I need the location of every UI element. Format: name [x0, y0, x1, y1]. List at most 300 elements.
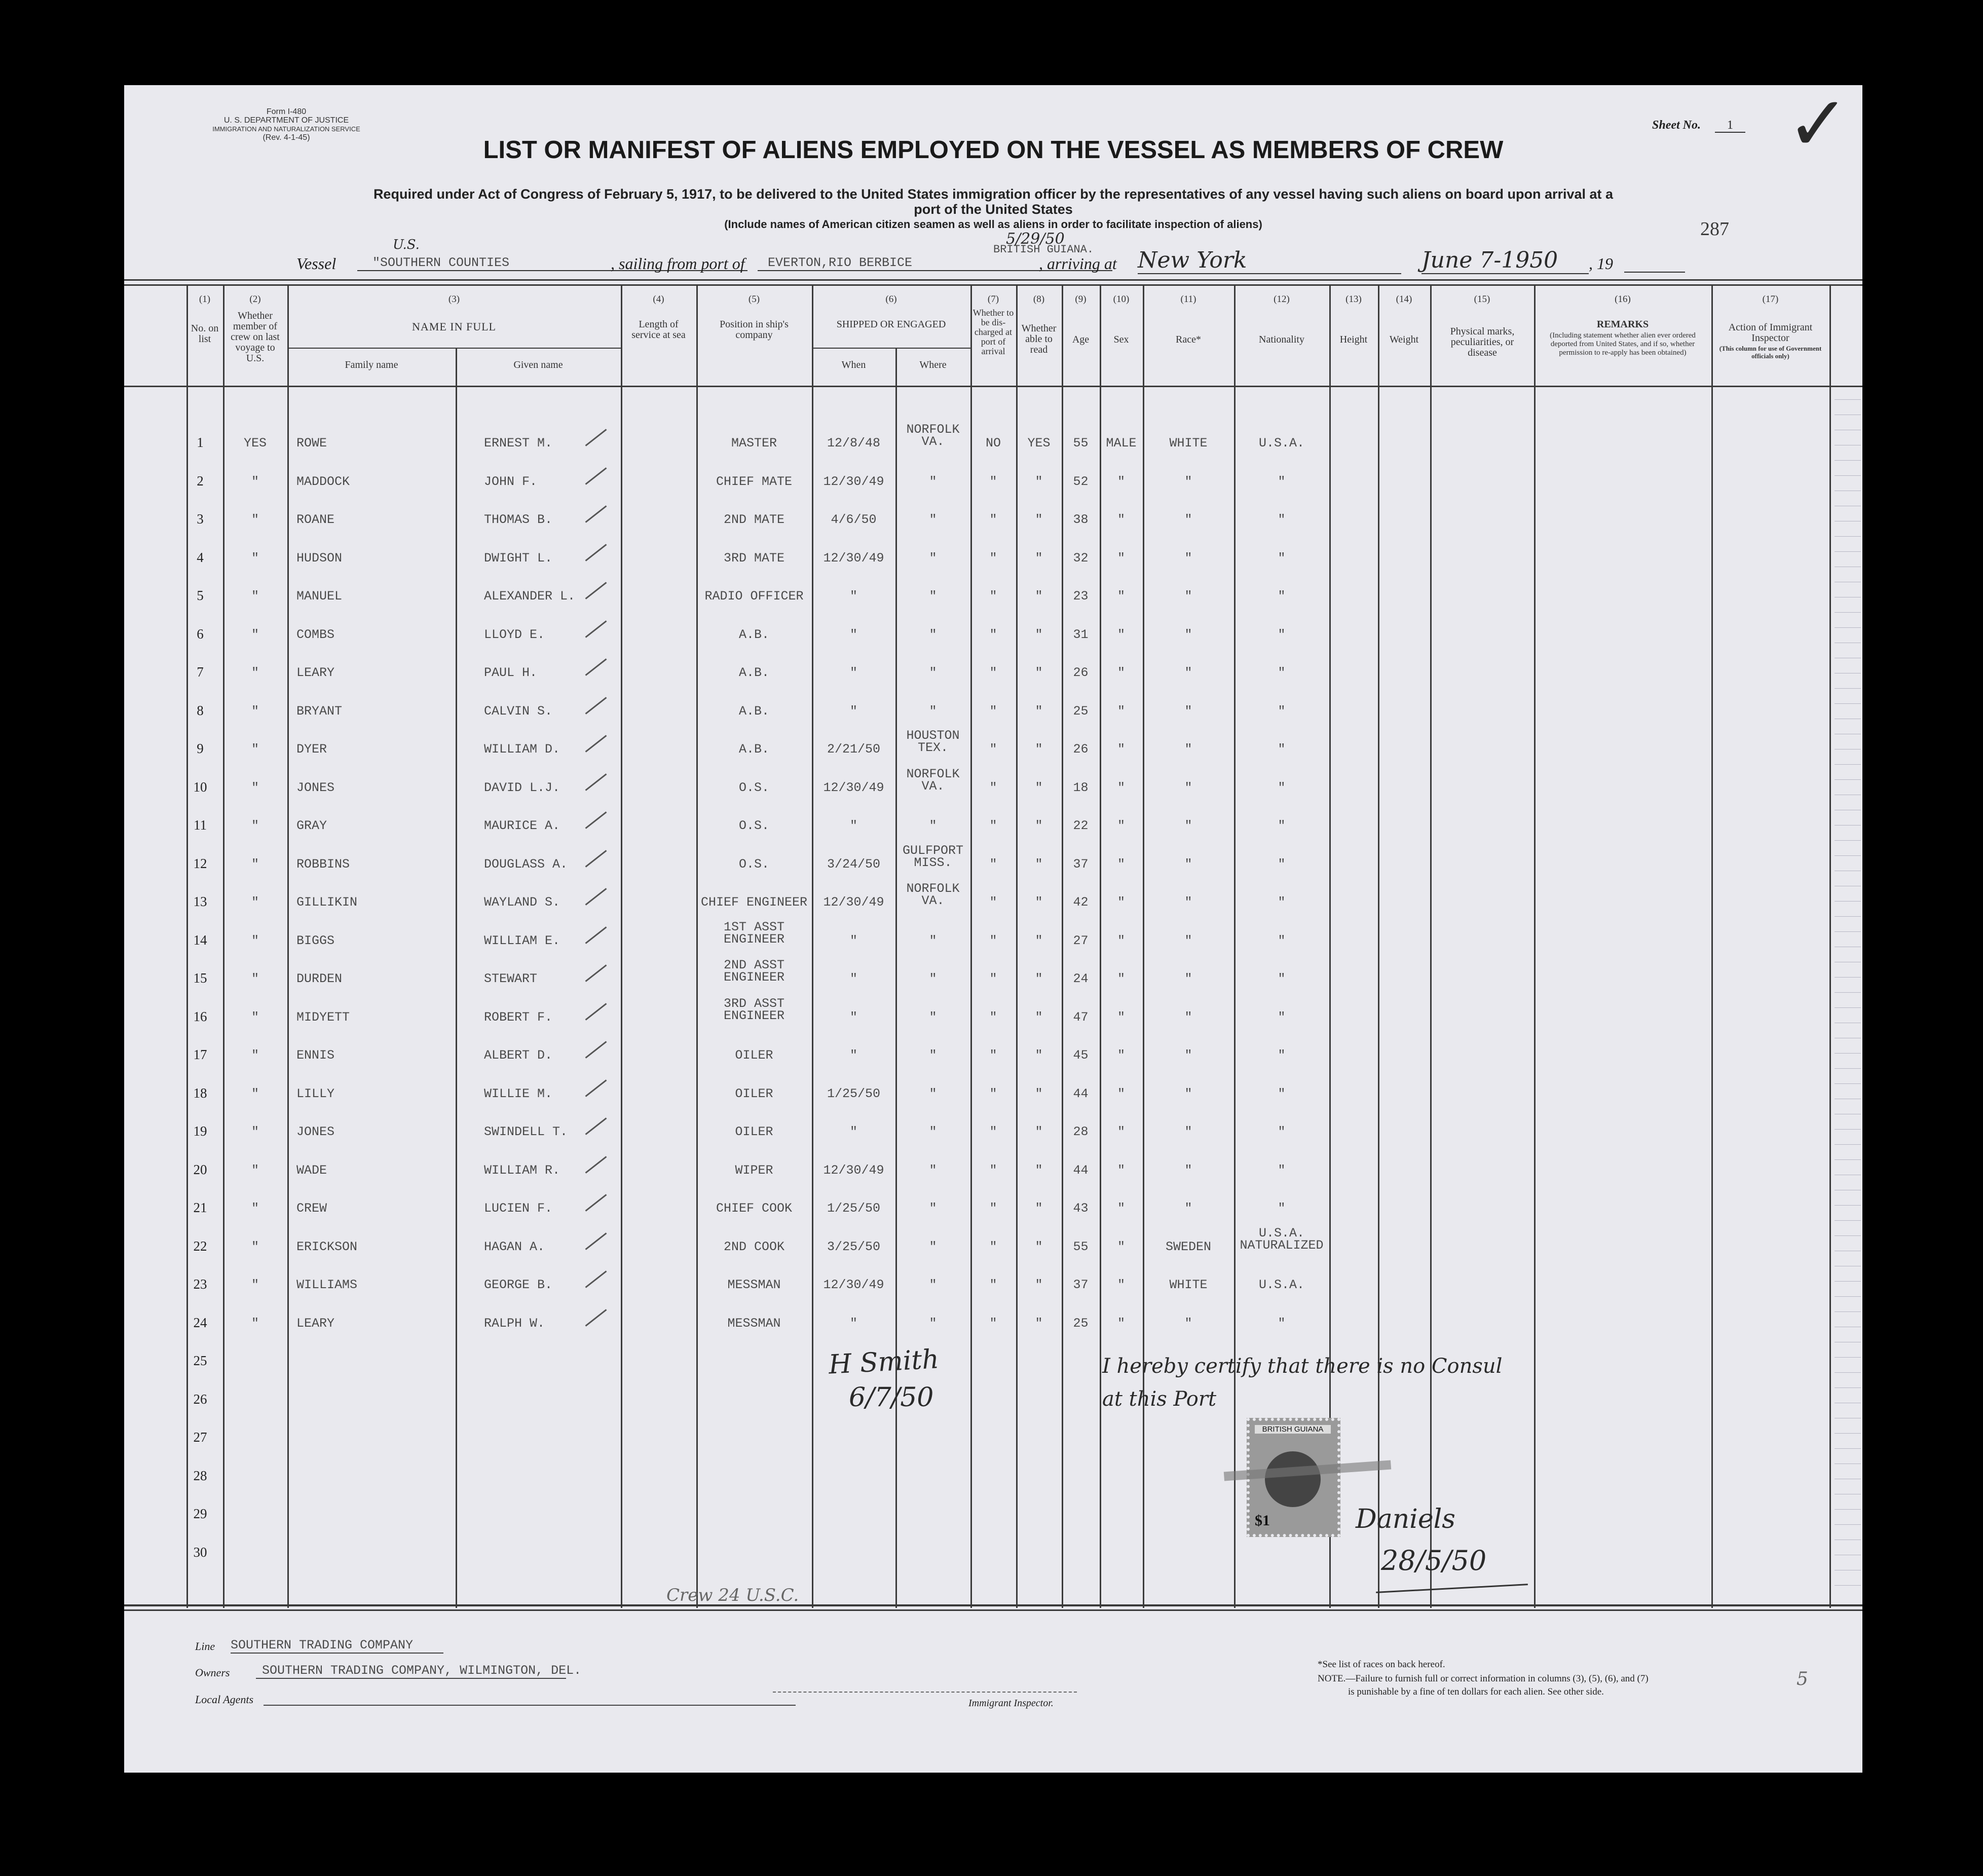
cell-nat: U.S.A. NATURALIZED — [1240, 1225, 1324, 1253]
table-bottom-rule — [124, 1604, 1862, 1606]
cell-given: GEORGE B. — [484, 1278, 553, 1292]
cell-given: LLOYD E. — [484, 627, 545, 642]
cell-sex: " — [1117, 780, 1125, 795]
stamp-number: 287 — [1700, 218, 1729, 240]
cell-sex: " — [1117, 1201, 1125, 1216]
cell-disch: " — [989, 1124, 997, 1139]
cell-where: " — [929, 703, 937, 719]
arriving-date: June 7-1950 — [1421, 247, 1589, 274]
cell-read: " — [1035, 1048, 1043, 1063]
cell-sex: " — [1117, 512, 1125, 527]
row-number: 24 — [193, 1315, 207, 1330]
ruled-line — [1835, 855, 1861, 856]
cell-age: 38 — [1073, 512, 1089, 527]
cell-position: O.S. — [738, 780, 769, 795]
ruled-line — [1835, 992, 1861, 993]
cell-family: ROWE — [296, 436, 327, 451]
row-number: 2 — [197, 473, 204, 489]
col5-label: Position in ship's company — [720, 319, 789, 341]
ruled-line — [1835, 1007, 1861, 1008]
cell-nat: " — [1278, 1201, 1286, 1216]
subtitle-line-2: port of the United States — [914, 202, 1073, 217]
cell-age: 26 — [1073, 665, 1089, 680]
cell-given: MAURICE A. — [484, 818, 560, 833]
cell-nat: " — [1278, 895, 1286, 910]
col3-given: Given name — [513, 359, 563, 370]
cell-when: " — [849, 1316, 857, 1331]
cell-nat: " — [1278, 1086, 1286, 1101]
stamp-portrait — [1265, 1451, 1321, 1507]
col16-note: (Including statement whether alien ever ordered deported from United States, and if so, whether permission to re-apply has been obtained) — [1550, 331, 1696, 357]
cell-sex: " — [1117, 933, 1125, 948]
cell-given: JOHN F. — [484, 474, 538, 489]
sailing-date: 5/29/50 — [1006, 230, 1065, 248]
cell-when: " — [849, 818, 857, 833]
cell-given: WILLIAM R. — [484, 1162, 560, 1178]
col7-label: Whether to be dis-charged at port of arrival — [972, 308, 1014, 356]
col6-num: (6) — [885, 294, 897, 305]
cell-sex: " — [1117, 818, 1125, 833]
year-label: , 19 — [1589, 254, 1613, 273]
cell-crew: " — [251, 703, 259, 719]
cell-nat: " — [1278, 1009, 1286, 1025]
cell-when: 12/30/49 — [823, 1162, 884, 1178]
table-bottom-rule-2 — [124, 1609, 1862, 1611]
row-number: 28 — [193, 1468, 207, 1483]
cell-given: CALVIN S. — [484, 703, 553, 719]
col11-num: (11) — [1180, 294, 1196, 305]
cell-age: 37 — [1073, 1278, 1089, 1292]
ruled-line — [1835, 931, 1861, 932]
sheet-number — [1652, 119, 1745, 132]
col2-label: Whether member of crew on last voyage to U.S. — [231, 310, 280, 364]
cell-nat: " — [1278, 742, 1286, 757]
cell-when: " — [849, 1124, 857, 1139]
cell-given: WAYLAND S. — [484, 895, 560, 910]
cell-position: A.B. — [738, 742, 769, 757]
cell-where: " — [929, 933, 937, 948]
table-top-rule-2 — [124, 284, 1862, 286]
cell-family: COMBS — [296, 627, 335, 642]
cell-race: " — [1184, 1316, 1192, 1331]
ruled-line — [1835, 1281, 1861, 1282]
col3-family: Family name — [345, 359, 398, 370]
cell-given: DOUGLASS A. — [484, 856, 568, 872]
row-number: 7 — [197, 664, 204, 680]
cell-family: ENNIS — [296, 1048, 335, 1063]
cell-crew: " — [251, 550, 259, 566]
form-service: IMMIGRATION AND NATURALIZATION SERVICE — [212, 125, 360, 133]
cell-disch: " — [989, 512, 997, 527]
row-number: 27 — [193, 1430, 207, 1445]
cell-read: " — [1035, 818, 1043, 833]
form-dept: U. S. DEPARTMENT OF JUSTICE — [223, 116, 349, 125]
row-number: 26 — [193, 1391, 207, 1407]
cell-where: " — [929, 971, 937, 986]
ruled-line — [1835, 1220, 1861, 1221]
ruled-line — [1835, 399, 1861, 400]
cell-position: O.S. — [738, 856, 769, 872]
certification-line-1: I hereby certify that there is no Consul — [1102, 1355, 1503, 1378]
cell-position: CHIEF MATE — [716, 474, 793, 489]
ruled-line — [1835, 1585, 1861, 1586]
cell-age: 26 — [1073, 742, 1089, 757]
cell-when: " — [849, 933, 857, 948]
cell-disch: " — [989, 1201, 997, 1216]
cell-nat: " — [1278, 780, 1286, 795]
cell-nat: " — [1278, 856, 1286, 872]
ruled-line — [1835, 840, 1861, 841]
cell-crew: " — [251, 1124, 259, 1139]
ruled-line — [1835, 1372, 1861, 1373]
cell-sex: " — [1117, 474, 1125, 489]
form-number: Form I-480 — [266, 107, 307, 116]
cell-position: OILER — [735, 1124, 773, 1139]
cell-nat: " — [1278, 818, 1286, 833]
cell-nat: " — [1278, 971, 1286, 986]
cell-race: " — [1184, 512, 1192, 527]
ruled-line — [1835, 551, 1861, 552]
cell-age: 45 — [1073, 1048, 1089, 1063]
row-number: 5 — [197, 588, 204, 603]
cell-race: " — [1184, 818, 1192, 833]
arriving-port: New York — [1138, 247, 1401, 274]
row-number: 20 — [193, 1161, 207, 1177]
cell-position: A.B. — [738, 627, 769, 642]
ruled-line — [1835, 825, 1861, 826]
col10-label: Sex — [1113, 334, 1129, 345]
footer-agents-label: Local Agents — [195, 1693, 254, 1706]
cell-position: 3RD ASST ENGINEER — [723, 996, 785, 1023]
cell-given: HAGAN A. — [484, 1239, 545, 1254]
cell-read: " — [1035, 895, 1043, 910]
cell-when: " — [849, 971, 857, 986]
col13-num: (13) — [1345, 294, 1362, 305]
cell-when: 3/25/50 — [827, 1239, 881, 1254]
col-rule — [1829, 285, 1831, 1608]
shipped-subheader-rule — [812, 348, 970, 349]
col3-label: NAME IN FULL — [412, 320, 496, 333]
cell-nat: " — [1278, 1316, 1286, 1331]
row-number: 21 — [193, 1200, 207, 1215]
cell-race: " — [1184, 1124, 1192, 1139]
cell-given: THOMAS B. — [484, 512, 553, 527]
ruled-line — [1835, 627, 1861, 628]
footer-note-1: NOTE.—Failure to furnish full or correct information in columns (3), (5), (6), and (7) — [1318, 1673, 1649, 1684]
cell-where: " — [929, 627, 937, 642]
sheet-label: Sheet No. — [1652, 119, 1701, 132]
row-number: 4 — [197, 549, 204, 565]
row-number: 19 — [193, 1123, 207, 1139]
cell-crew: YES — [243, 436, 267, 451]
cell-when: " — [849, 589, 857, 604]
row-number: 9 — [197, 741, 204, 756]
cell-family: MANUEL — [296, 589, 343, 604]
subtitle-line-3: (Include names of American citizen seamen as well as aliens in order to facilitate inspection of aliens) — [724, 218, 1262, 231]
col16-label: REMARKS — [1596, 319, 1649, 330]
initials-date-handwritten: 6/7/50 — [849, 1382, 934, 1413]
ruled-line — [1835, 475, 1861, 476]
cell-age: 25 — [1073, 1316, 1089, 1331]
cell-sex: " — [1117, 665, 1125, 680]
sheet-value: 1 — [1715, 119, 1745, 133]
cell-race: " — [1184, 971, 1192, 986]
footer-line-label: Line — [195, 1640, 215, 1653]
cell-family: CREW — [296, 1201, 327, 1216]
cell-given: ALBERT D. — [484, 1048, 553, 1063]
cell-race: " — [1184, 933, 1192, 948]
cell-where: HOUSTON TEX. — [906, 728, 960, 755]
cell-race: " — [1184, 856, 1192, 872]
cell-family: WADE — [296, 1162, 327, 1178]
ruled-line — [1835, 977, 1861, 978]
cell-race: " — [1184, 665, 1192, 680]
cell-position: 2ND COOK — [723, 1239, 785, 1254]
row-number: 11 — [194, 817, 207, 833]
cell-sex: " — [1117, 627, 1125, 642]
cell-crew: " — [251, 1278, 259, 1292]
cell-race: SWEDEN — [1165, 1239, 1211, 1254]
cell-crew: " — [251, 512, 259, 527]
cell-read: " — [1035, 1278, 1043, 1292]
col2-num: (2) — [249, 294, 261, 305]
signature-date: 28/5/50 — [1381, 1545, 1487, 1577]
cell-position: OILER — [735, 1086, 773, 1101]
cell-position: A.B. — [738, 703, 769, 719]
header-bottom-rule — [124, 386, 1862, 387]
cell-family: GRAY — [296, 818, 327, 833]
cell-read: YES — [1027, 436, 1051, 451]
cell-sex: " — [1117, 1162, 1125, 1178]
cell-when: " — [849, 627, 857, 642]
cell-family: LEARY — [296, 1316, 335, 1331]
subtitle-line-1: Required under Act of Congress of February 5, 1917, to be delivered to the United States immigration officer by the representatives of any vessel having such aliens on board upon arrival at a — [373, 186, 1614, 202]
crew-count-note: Crew 24 U.S.C. — [666, 1585, 799, 1605]
cell-nat: U.S.A. — [1258, 436, 1304, 451]
cell-given: STEWART — [484, 971, 538, 986]
cell-crew: " — [251, 1086, 259, 1101]
cell-where: NORFOLK VA. — [906, 422, 960, 449]
row-number: 6 — [197, 626, 204, 642]
col16-num: (16) — [1615, 294, 1631, 305]
cell-sex: " — [1117, 1086, 1125, 1101]
cell-disch: " — [989, 971, 997, 986]
col-rule — [1329, 285, 1331, 1608]
col17-note: (This column for use of Government officials only) — [1719, 345, 1822, 360]
cell-read: " — [1035, 780, 1043, 795]
cell-family: WILLIAMS — [296, 1278, 358, 1292]
manifest-sheet — [124, 80, 1862, 1773]
cell-position: RADIO OFFICER — [704, 589, 804, 604]
cell-sex: " — [1117, 550, 1125, 566]
cell-when: 12/30/49 — [823, 1278, 884, 1292]
col-rule — [1534, 285, 1536, 1608]
cell-given: WILLIE M. — [484, 1086, 553, 1101]
cell-crew: " — [251, 1162, 259, 1178]
ruled-line — [1835, 764, 1861, 765]
cell-age: 31 — [1073, 627, 1089, 642]
cell-read: " — [1035, 1239, 1043, 1254]
cell-sex: " — [1117, 589, 1125, 604]
ruled-line — [1835, 1387, 1861, 1388]
cell-given: PAUL H. — [484, 665, 538, 680]
col8-num: (8) — [1033, 294, 1045, 305]
ruled-line — [1835, 612, 1861, 613]
cell-when: 4/6/50 — [831, 512, 877, 527]
cell-disch: " — [989, 933, 997, 948]
col6-when: When — [841, 359, 866, 370]
col-rule — [287, 285, 289, 1608]
inspector-signature-line — [773, 1692, 1077, 1693]
cell-family: HUDSON — [296, 550, 343, 566]
cell-disch: " — [989, 780, 997, 795]
cell-age: 18 — [1073, 780, 1089, 795]
cell-position: A.B. — [738, 665, 769, 680]
cell-sex: " — [1117, 742, 1125, 757]
cell-nat: " — [1278, 665, 1286, 680]
col3-num: (3) — [448, 294, 460, 305]
ruled-line — [1835, 1144, 1861, 1145]
cell-when: 12/30/49 — [823, 474, 884, 489]
form-subtitle — [195, 186, 1791, 232]
row-number: 22 — [193, 1238, 207, 1254]
cell-age: 32 — [1073, 550, 1089, 566]
cell-crew: " — [251, 742, 259, 757]
row-number: 15 — [193, 970, 207, 986]
ruled-line — [1835, 688, 1861, 689]
col5-num: (5) — [748, 294, 760, 305]
col1-num: (1) — [199, 294, 211, 305]
row-number: 30 — [193, 1544, 207, 1560]
cell-race: " — [1184, 589, 1192, 604]
cell-position: O.S. — [738, 818, 769, 833]
cell-when: 3/24/50 — [827, 856, 881, 872]
ruled-line — [1835, 1296, 1861, 1297]
cell-age: 47 — [1073, 1009, 1089, 1025]
races-note: *See list of races on back hereof. — [1318, 1659, 1445, 1670]
cell-crew: " — [251, 665, 259, 680]
signature-underline — [1376, 1584, 1528, 1593]
row-number: 18 — [193, 1085, 207, 1101]
col15-label: Physical marks, peculiarities, or disease — [1450, 326, 1515, 358]
cell-family: BIGGS — [296, 933, 335, 948]
cell-crew: " — [251, 971, 259, 986]
cell-where: " — [929, 474, 937, 489]
col12-num: (12) — [1274, 294, 1290, 305]
ruled-line — [1835, 1311, 1861, 1312]
cell-family: ROBBINS — [296, 856, 350, 872]
footer-owners-value: SOUTHERN TRADING COMPANY, WILMINGTON, DEL. — [256, 1663, 566, 1679]
col7-num: (7) — [987, 294, 999, 305]
cell-read: " — [1035, 1009, 1043, 1025]
cell-disch: " — [989, 1316, 997, 1331]
row-number: 3 — [197, 511, 204, 527]
cell-position: MESSMAN — [727, 1316, 781, 1331]
cell-position: CHIEF ENGINEER — [700, 895, 808, 910]
sailing-label: , sailing from port of — [611, 254, 745, 273]
cell-where: " — [929, 818, 937, 833]
cell-race: " — [1184, 550, 1192, 566]
col4-num: (4) — [653, 294, 664, 305]
cell-where: NORFOLK VA. — [906, 766, 960, 794]
cell-family: JONES — [296, 780, 335, 795]
row-number: 10 — [193, 779, 207, 795]
col14-label: Weight — [1389, 334, 1419, 345]
ruled-line — [1835, 1083, 1861, 1084]
ruled-line — [1835, 1068, 1861, 1069]
arriving-label: , arriving at — [1039, 254, 1117, 273]
stamp-text: BRITISH GUIANA — [1255, 1425, 1331, 1434]
footer-agents-line — [264, 1705, 796, 1706]
cell-disch: " — [989, 474, 997, 489]
ruled-line — [1835, 1357, 1861, 1358]
vessel-name: "SOUTHERN COUNTIES — [357, 255, 747, 271]
cell-read: " — [1035, 550, 1043, 566]
cell-read: " — [1035, 933, 1043, 948]
cell-family: LEARY — [296, 665, 335, 680]
cell-crew: " — [251, 1239, 259, 1254]
ruled-line — [1835, 460, 1861, 461]
cell-age: 23 — [1073, 589, 1089, 604]
footer-owners-label: Owners — [195, 1666, 230, 1679]
cell-nat: " — [1278, 474, 1286, 489]
col-rule — [1378, 285, 1379, 1608]
cell-read: " — [1035, 665, 1043, 680]
cell-age: 52 — [1073, 474, 1089, 489]
cell-given: ERNEST M. — [484, 436, 553, 451]
cell-where: GULFPORT MISS. — [902, 843, 964, 870]
cell-disch: " — [989, 1239, 997, 1254]
cell-family: DYER — [296, 742, 327, 757]
cell-where: " — [929, 1278, 937, 1292]
cell-age: 24 — [1073, 971, 1089, 986]
col-rule — [456, 349, 457, 1608]
cell-read: " — [1035, 1124, 1043, 1139]
col13-label: Height — [1339, 334, 1368, 345]
cell-age: 44 — [1073, 1086, 1089, 1101]
ruled-line — [1835, 536, 1861, 537]
row-number: 12 — [193, 855, 207, 871]
cell-disch: " — [989, 818, 997, 833]
cell-where: " — [929, 550, 937, 566]
cell-where: " — [929, 1239, 937, 1254]
cell-crew: " — [251, 1201, 259, 1216]
cell-when: 12/30/49 — [823, 780, 884, 795]
cell-read: " — [1035, 512, 1043, 527]
ruled-line — [1835, 1053, 1861, 1054]
cell-when: 12/8/48 — [827, 436, 881, 451]
vessel-flag: U.S. — [393, 237, 420, 252]
cell-disch: " — [989, 895, 997, 910]
cell-read: " — [1035, 474, 1043, 489]
cell-where: " — [929, 1201, 937, 1216]
cell-crew: " — [251, 474, 259, 489]
ruled-line — [1835, 779, 1861, 780]
row-number: 1 — [197, 435, 204, 450]
ruled-line — [1835, 1129, 1861, 1130]
ruled-line — [1835, 1159, 1861, 1160]
row-number: 17 — [193, 1047, 207, 1062]
col10-num: (10) — [1113, 294, 1130, 305]
cell-race: WHITE — [1169, 436, 1208, 451]
cell-where: NORFOLK VA. — [906, 881, 960, 908]
cell-disch: " — [989, 1048, 997, 1063]
cell-race: " — [1184, 1086, 1192, 1101]
cell-when: " — [849, 665, 857, 680]
cell-family: JONES — [296, 1124, 335, 1139]
cell-disch: NO — [985, 436, 1001, 451]
col8-label: Whether able to read — [1021, 323, 1057, 355]
